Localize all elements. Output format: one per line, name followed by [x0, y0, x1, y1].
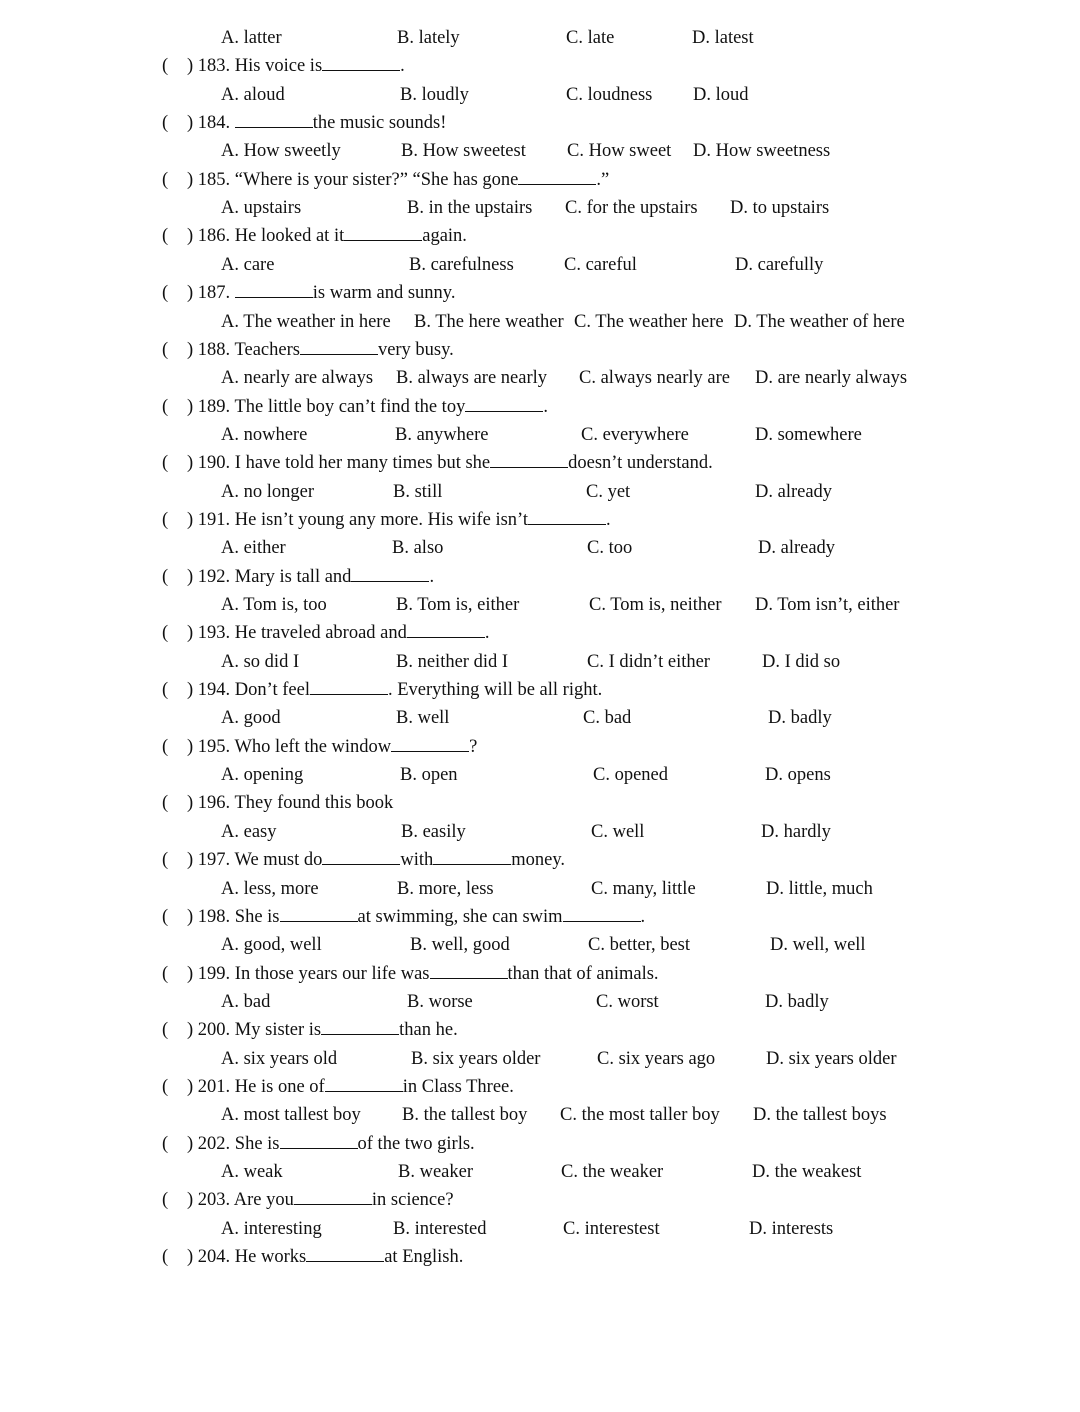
option-a[interactable]: A. opening — [221, 765, 304, 786]
question-text-part: Mary is tall and — [234, 566, 352, 587]
option-b[interactable]: B. the tallest boy — [402, 1105, 528, 1126]
option-c[interactable]: C. better, best — [588, 935, 691, 956]
answer-blank[interactable] — [235, 110, 313, 128]
answer-blank[interactable] — [351, 564, 429, 582]
question-number: 187 — [197, 283, 226, 304]
option-a[interactable]: A. nearly are always — [221, 368, 374, 389]
question-text-part: “Where is your sister?” “She has gone — [234, 169, 519, 190]
question-text: ) 190. I have told her many times but she doesn’t understand. — [187, 449, 713, 477]
options-row-201 — [0, 1101, 1080, 1129]
answer-blank[interactable] — [465, 394, 543, 412]
option-c[interactable]: C. I didn’t either — [587, 651, 710, 672]
option-b[interactable]: B. interested — [393, 1218, 487, 1239]
answer-blank[interactable] — [300, 337, 378, 355]
question-199 — [0, 960, 1080, 988]
option-b[interactable]: B. The here weather — [414, 311, 564, 332]
option-a[interactable]: A. most tallest boy — [221, 1105, 361, 1126]
option-a[interactable]: A. so did I — [221, 651, 300, 672]
question-text: ) 192. Mary is tall and . — [187, 563, 434, 591]
answer-blank[interactable] — [294, 1187, 372, 1205]
option-b[interactable]: B. well, good — [410, 935, 510, 956]
option-a[interactable]: A. no longer — [221, 481, 314, 502]
question-text: ) 198. She is at swimming, she can swim . — [187, 903, 645, 931]
question-text: ) 195. Who left the window ? — [187, 733, 477, 761]
option-a[interactable]: A. easy — [221, 821, 277, 842]
question-text-part: doesn’t understand. — [568, 453, 713, 474]
options-row-193 — [0, 648, 1080, 676]
option-c[interactable]: C. interestest — [563, 1218, 660, 1239]
question-number: 189 — [197, 396, 226, 417]
question-number: 202 — [197, 1133, 226, 1154]
option-a[interactable]: A. six years old — [221, 1048, 338, 1069]
option-c[interactable]: C. for the upstairs — [565, 198, 698, 219]
question-187 — [0, 279, 1080, 307]
answer-blank[interactable] — [528, 507, 606, 525]
question-text: ) 204. He works at English. — [187, 1243, 463, 1271]
answer-blank[interactable] — [430, 961, 508, 979]
question-number: 197 — [197, 850, 226, 871]
option-d[interactable]: D. already — [755, 481, 833, 502]
option-b[interactable]: B. more, less — [397, 878, 494, 899]
answer-blank[interactable] — [490, 450, 568, 468]
answer-parenthesis[interactable]: ( — [162, 1190, 169, 1211]
option-d[interactable]: D. six years older — [766, 1048, 897, 1069]
option-c[interactable]: C. careful — [564, 254, 637, 275]
question-number: 192 — [197, 566, 226, 587]
option-c[interactable]: C. everywhere — [581, 424, 689, 445]
question-188 — [0, 336, 1080, 364]
option-d[interactable]: D. already — [758, 538, 836, 559]
option-c[interactable]: C. loudness — [566, 84, 653, 105]
answer-blank[interactable] — [322, 53, 400, 71]
option-b[interactable]: B. in the upstairs — [407, 198, 533, 219]
option-b[interactable]: B. Tom is, either — [396, 595, 520, 615]
option-d[interactable]: D. the weakest — [752, 1162, 862, 1182]
options-row-183 — [0, 81, 1080, 109]
option-b[interactable]: B. worse — [407, 991, 473, 1012]
question-text-part: . — [606, 509, 611, 530]
option-a[interactable]: A. nowhere — [221, 424, 308, 445]
question-number: 193 — [197, 623, 226, 644]
question-197 — [0, 846, 1080, 874]
option-c[interactable]: C. too — [587, 538, 633, 559]
question-text-part: ? — [469, 736, 478, 757]
answer-parenthesis[interactable]: ( — [162, 1247, 169, 1268]
options-row-187 — [0, 308, 1080, 336]
option-d[interactable]: D. little, much — [766, 878, 873, 899]
question-198 — [0, 903, 1080, 931]
question-text-part: money. — [511, 850, 566, 871]
option-b[interactable]: B. How sweetest — [401, 141, 526, 162]
answer-blank[interactable] — [518, 167, 596, 185]
question-text: ) 189. The little boy can’t find the toy . — [187, 393, 548, 421]
options-row-203 — [0, 1215, 1080, 1243]
question-195 — [0, 733, 1080, 761]
question-text-part: with — [400, 850, 434, 871]
option-c[interactable]: C. many, little — [591, 878, 696, 899]
options-row-198 — [0, 931, 1080, 959]
question-text-part: Are you — [233, 1190, 294, 1211]
question-text-part: . — [543, 396, 548, 417]
answer-blank[interactable] — [280, 1131, 358, 1149]
answer-parenthesis[interactable]: ( — [162, 169, 169, 190]
answer-parenthesis[interactable]: ( — [162, 906, 169, 927]
question-number: 195 — [197, 736, 226, 757]
option-d[interactable]: D. the tallest boys — [753, 1105, 887, 1126]
question-text: ) 201. He is one of in Class Three. — [187, 1073, 514, 1101]
options-row-186 — [0, 251, 1080, 279]
question-text-part: is warm and sunny. — [312, 283, 456, 304]
option-c[interactable]: C. opened — [593, 765, 669, 786]
options-row-190 — [0, 478, 1080, 506]
answer-parenthesis[interactable]: ( — [162, 680, 169, 701]
question-text: ) 196. They found this book — [187, 793, 394, 814]
option-a[interactable]: A. good, well — [221, 935, 322, 956]
options-row-197 — [0, 875, 1080, 903]
answer-blank[interactable] — [322, 847, 400, 865]
option-c[interactable]: C. Tom is, neither — [589, 595, 722, 615]
option-d[interactable]: D. badly — [768, 708, 832, 729]
answer-parenthesis[interactable]: ( — [162, 113, 169, 134]
question-text-part: Don’t feel — [234, 680, 310, 701]
option-d[interactable]: D. loud — [693, 84, 749, 105]
question-text: ) 203. Are you in science? — [187, 1186, 454, 1214]
answer-blank[interactable] — [325, 1074, 403, 1092]
question-number: 203 — [197, 1190, 226, 1211]
answer-blank[interactable] — [391, 734, 469, 752]
option-a[interactable]: A. latter — [221, 28, 282, 48]
options-row-185 — [0, 194, 1080, 222]
option-b[interactable]: B. well — [396, 708, 450, 729]
option-b[interactable]: B. six years older — [411, 1048, 541, 1069]
question-text-part: . — [429, 566, 435, 587]
answer-parenthesis[interactable]: ( — [162, 623, 169, 644]
question-number: 204 — [197, 1247, 226, 1268]
answer-parenthesis[interactable]: ( — [162, 396, 169, 417]
options-row-191 — [0, 534, 1080, 562]
question-number: 198 — [197, 906, 226, 927]
question-184 — [0, 109, 1080, 137]
question-number: 201 — [197, 1076, 226, 1097]
question-190 — [0, 449, 1080, 477]
option-b[interactable]: B. carefulness — [409, 254, 514, 275]
option-d[interactable]: D. well, well — [770, 935, 866, 956]
question-text: ) 199. In those years our life was than that of animals. — [187, 960, 659, 988]
question-number: 199 — [197, 963, 226, 984]
answer-parenthesis[interactable]: ( — [162, 566, 169, 587]
question-text: ) 188. Teachers very busy. — [187, 336, 454, 364]
question-number: 190 — [197, 453, 226, 474]
question-text-part: My sister is — [234, 1020, 322, 1041]
question-number: 196 — [197, 793, 226, 814]
option-c[interactable]: C. How sweet — [567, 141, 672, 162]
options-row-195 — [0, 761, 1080, 789]
options-row-184 — [0, 137, 1080, 165]
question-number: 191 — [197, 509, 226, 530]
question-text: ) 200. My sister is than he. — [187, 1016, 458, 1044]
question-text: ) 183. His voice is . — [187, 52, 405, 80]
question-185 — [0, 166, 1080, 194]
answer-parenthesis[interactable]: ( — [162, 453, 169, 474]
option-d[interactable]: D. latest — [692, 28, 754, 48]
option-b[interactable]: B. loudly — [400, 84, 469, 105]
question-text-part: very busy. — [377, 339, 454, 360]
question-text-part: than he. — [399, 1020, 458, 1041]
option-d[interactable]: D. The weather of here — [734, 311, 905, 332]
options-row-196 — [0, 818, 1080, 846]
answer-parenthesis[interactable]: ( — [162, 736, 169, 757]
options-row-189 — [0, 421, 1080, 449]
answer-parenthesis[interactable]: ( — [162, 793, 169, 814]
question-text-part: . — [400, 56, 405, 77]
question-text: ) 185. “Where is your sister?” “She has gone .” — [187, 166, 609, 194]
option-c[interactable]: C. bad — [583, 708, 632, 729]
option-a[interactable]: A. either — [221, 538, 286, 559]
option-b[interactable]: B. also — [392, 538, 444, 559]
options-row-188 — [0, 364, 1080, 392]
question-text-part: again. — [422, 226, 467, 247]
options-row-194 — [0, 704, 1080, 732]
option-b[interactable]: B. weaker — [398, 1162, 473, 1182]
option-d[interactable]: D. to upstairs — [730, 198, 830, 219]
options-row-202 — [0, 1158, 1080, 1186]
question-text-part: in Class Three. — [402, 1076, 514, 1097]
answer-parenthesis[interactable]: ( — [162, 1020, 169, 1041]
option-d[interactable]: D. are nearly always — [755, 368, 908, 389]
option-b[interactable]: B. still — [393, 481, 443, 502]
question-text-part: the music sounds! — [312, 113, 447, 134]
options-row-192 — [0, 591, 1080, 619]
question-text: ) 194. Don’t feel . Everything will be all right. — [187, 676, 602, 704]
option-a[interactable]: A. weak — [221, 1162, 283, 1182]
question-text: ) 191. He isn’t young any more. His wife isn’t . — [187, 506, 611, 534]
question-text-part: They found this book — [234, 793, 394, 814]
option-c[interactable]: C. late — [566, 28, 615, 48]
question-text-part: In those years our life was — [234, 963, 430, 984]
question-text-part: He works — [234, 1247, 307, 1268]
option-d[interactable]: D. carefully — [735, 254, 824, 275]
option-d[interactable]: D. How sweetness — [693, 141, 831, 162]
question-203 — [0, 1186, 1080, 1214]
question-194 — [0, 676, 1080, 704]
question-text-part: of the two girls. — [357, 1133, 475, 1154]
answer-blank[interactable] — [433, 847, 511, 865]
option-d[interactable]: D. I did so — [762, 651, 841, 672]
question-text-part: . — [640, 906, 646, 927]
question-text-part: .” — [596, 169, 610, 190]
question-189 — [0, 393, 1080, 421]
option-a[interactable]: A. care — [221, 254, 275, 275]
answer-parenthesis[interactable]: ( — [162, 963, 169, 984]
question-text-part: in science? — [371, 1190, 454, 1211]
answer-parenthesis[interactable]: ( — [162, 1133, 169, 1154]
option-d[interactable]: D. badly — [765, 991, 829, 1012]
answer-parenthesis[interactable]: ( — [162, 226, 169, 247]
question-text-part: The little boy can’t find the toy — [234, 396, 466, 417]
answer-blank[interactable] — [310, 677, 388, 695]
option-d[interactable]: D. Tom isn’t, either — [755, 595, 900, 615]
answer-parenthesis[interactable]: ( — [162, 56, 169, 77]
option-b[interactable]: B. neither did I — [396, 651, 509, 672]
question-text-part: at English. — [384, 1247, 464, 1268]
option-a[interactable]: A. good — [221, 708, 281, 729]
question-204 — [0, 1243, 1080, 1271]
question-number: 186 — [197, 226, 226, 247]
question-text-part: . — [484, 623, 490, 644]
question-text-part: He traveled abroad and — [234, 623, 407, 644]
option-a[interactable]: A. interesting — [221, 1218, 322, 1239]
question-202 — [0, 1130, 1080, 1158]
answer-parenthesis[interactable]: ( — [162, 850, 169, 871]
answer-blank[interactable] — [344, 223, 422, 241]
option-c[interactable]: C. The weather here — [574, 311, 724, 332]
question-text: ) 186. He looked at it again. — [187, 222, 467, 250]
question-text-part: Teachers — [234, 339, 300, 360]
question-201 — [0, 1073, 1080, 1101]
answer-blank[interactable] — [306, 1244, 384, 1262]
answer-parenthesis[interactable]: ( — [162, 339, 169, 360]
question-text: ) 184. the music sounds! — [187, 109, 446, 137]
question-196 — [0, 789, 1080, 817]
question-text: ) 202. She is of the two girls. — [187, 1130, 475, 1158]
option-b[interactable]: B. lately — [397, 28, 460, 48]
options-row-200 — [0, 1045, 1080, 1073]
option-b[interactable]: B. open — [400, 765, 458, 786]
option-a[interactable]: A. bad — [221, 991, 271, 1012]
option-c[interactable]: C. worst — [596, 991, 659, 1012]
answer-blank[interactable] — [280, 904, 358, 922]
question-number: 188 — [197, 339, 226, 360]
question-text-part: at swimming, she can swim — [357, 906, 563, 927]
option-c[interactable]: C. well — [591, 821, 645, 842]
question-number: 200 — [197, 1020, 226, 1041]
option-a[interactable]: A. less, more — [221, 878, 319, 899]
question-192 — [0, 563, 1080, 591]
option-a[interactable]: A. aloud — [221, 84, 285, 105]
question-number: 183 — [197, 56, 226, 77]
option-d[interactable]: D. somewhere — [755, 424, 862, 445]
question-text-part: Who left the window — [234, 736, 392, 757]
option-a[interactable]: A. How sweetly — [221, 141, 341, 162]
answer-blank[interactable] — [321, 1017, 399, 1035]
option-c[interactable]: C. always nearly are — [579, 368, 731, 389]
question-200 — [0, 1016, 1080, 1044]
question-text: ) 187. is warm and sunny. — [187, 279, 455, 307]
question-text: ) 193. He traveled abroad and . — [187, 619, 490, 647]
question-text-part: . Everything will be all right. — [387, 680, 603, 701]
question-text-part: We must do — [234, 850, 323, 871]
option-a[interactable]: A. upstairs — [221, 198, 302, 219]
option-c[interactable]: C. yet — [586, 481, 631, 502]
question-text: ) 197. We must do with money. — [187, 846, 565, 874]
option-a[interactable]: A. The weather in here — [221, 311, 391, 332]
question-text-part: than that of animals. — [507, 963, 659, 984]
option-c[interactable]: C. six years ago — [597, 1048, 716, 1069]
answer-parenthesis[interactable]: ( — [162, 509, 169, 530]
option-c[interactable]: C. the weaker — [561, 1162, 664, 1182]
question-number: 194 — [197, 680, 226, 701]
question-191 — [0, 506, 1080, 534]
question-183 — [0, 52, 1080, 80]
answer-parenthesis[interactable]: ( — [162, 283, 169, 304]
question-text-part: She is — [234, 1133, 280, 1154]
option-d[interactable]: D. interests — [749, 1218, 834, 1239]
answer-parenthesis[interactable]: ( — [162, 1076, 169, 1097]
question-text-part: I have told her many times but she — [234, 453, 491, 474]
question-193 — [0, 619, 1080, 647]
question-number: 184 — [197, 113, 226, 134]
question-text-part: She is — [234, 906, 280, 927]
option-b[interactable]: B. easily — [401, 821, 466, 842]
option-b[interactable]: B. always are nearly — [396, 368, 548, 389]
question-number: 185 — [197, 169, 226, 190]
option-d[interactable]: D. hardly — [761, 821, 831, 842]
question-186 — [0, 222, 1080, 250]
option-d[interactable]: D. opens — [765, 765, 831, 786]
answer-blank[interactable] — [235, 280, 313, 298]
question-text-part: He isn’t young any more. His wife isn’t — [234, 509, 529, 530]
options-row-199 — [0, 988, 1080, 1016]
option-c[interactable]: C. the most taller boy — [560, 1105, 720, 1126]
option-b[interactable]: B. anywhere — [395, 424, 489, 445]
option-a[interactable]: A. Tom is, too — [221, 595, 327, 615]
question-text-part: He looked at it — [234, 226, 345, 247]
question-text-part: He is one of — [234, 1076, 325, 1097]
answer-blank[interactable] — [563, 904, 641, 922]
answer-blank[interactable] — [407, 620, 485, 638]
question-text-part: His voice is — [234, 56, 323, 77]
options-row-182 — [0, 24, 1080, 52]
